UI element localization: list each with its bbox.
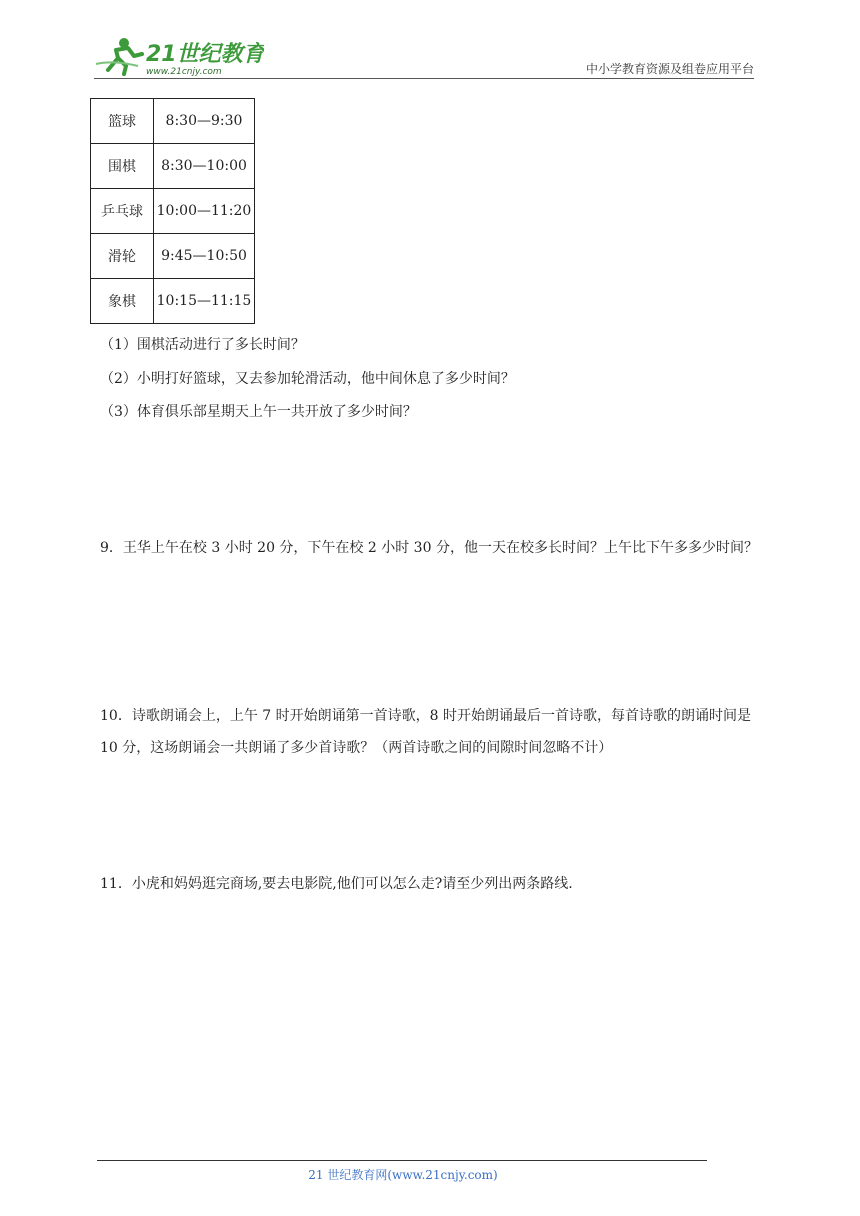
logo-text: 21世纪教育 <box>146 42 264 67</box>
logo-url: www.21cnjy.com <box>146 67 222 77</box>
sub-question-2: （2）小明打好篮球，又去参加轮滑活动，他中间休息了多少时间？ <box>100 371 515 387</box>
activity-cell: 滑轮 <box>91 234 154 279</box>
time-cell: 10:15—11:15 <box>154 279 255 324</box>
platform-name: 中小学教育资源及组卷应用平台 <box>585 62 754 76</box>
activity-cell: 围棋 <box>91 144 154 189</box>
schedule-table <box>90 98 255 324</box>
activity-cell: 象棋 <box>91 279 154 324</box>
footer-divider <box>97 1160 707 1161</box>
sub-question-1: （1）围棋活动进行了多长时间？ <box>100 337 305 353</box>
table-row <box>91 144 255 189</box>
question-9: 9．王华上午在校 3 小时 20 分，下午在校 2 小时 30 分，他一天在校多长时间？上午比下午多多少时间？ <box>100 540 758 556</box>
sub-question-3: （3）体育俱乐部星期天上午一共开放了多少时间？ <box>100 404 417 420</box>
table-row <box>91 189 255 234</box>
question-11: 11．小虎和妈妈逛完商场,要去电影院,他们可以怎么走?请至少列出两条路线. <box>100 876 573 892</box>
footer-link[interactable]: 21 世纪教育网(www.21cnjy.com) <box>308 1168 498 1182</box>
activity-cell: 乒乓球 <box>91 189 154 234</box>
table-row <box>91 234 255 279</box>
runner-logo-icon <box>94 34 264 78</box>
time-cell: 9:45—10:50 <box>154 234 255 279</box>
time-cell: 10:00—11:20 <box>154 189 255 234</box>
table-row <box>91 99 255 144</box>
question-10: 10．诗歌朗诵会上，上午 7 时开始朗诵第一首诗歌，8 时开始朗诵最后一首诗歌，每首诗歌的朗诵时间是 10 分，这场朗诵会一共朗诵了多少首诗歌？（两首诗歌之间的间隙时间忽略不计） <box>100 708 751 756</box>
activity-cell: 篮球 <box>91 99 154 144</box>
time-cell: 8:30—9:30 <box>154 99 255 144</box>
table-row <box>91 279 255 324</box>
header-divider <box>94 78 754 79</box>
time-cell: 8:30—10:00 <box>154 144 255 189</box>
site-logo <box>94 34 264 78</box>
